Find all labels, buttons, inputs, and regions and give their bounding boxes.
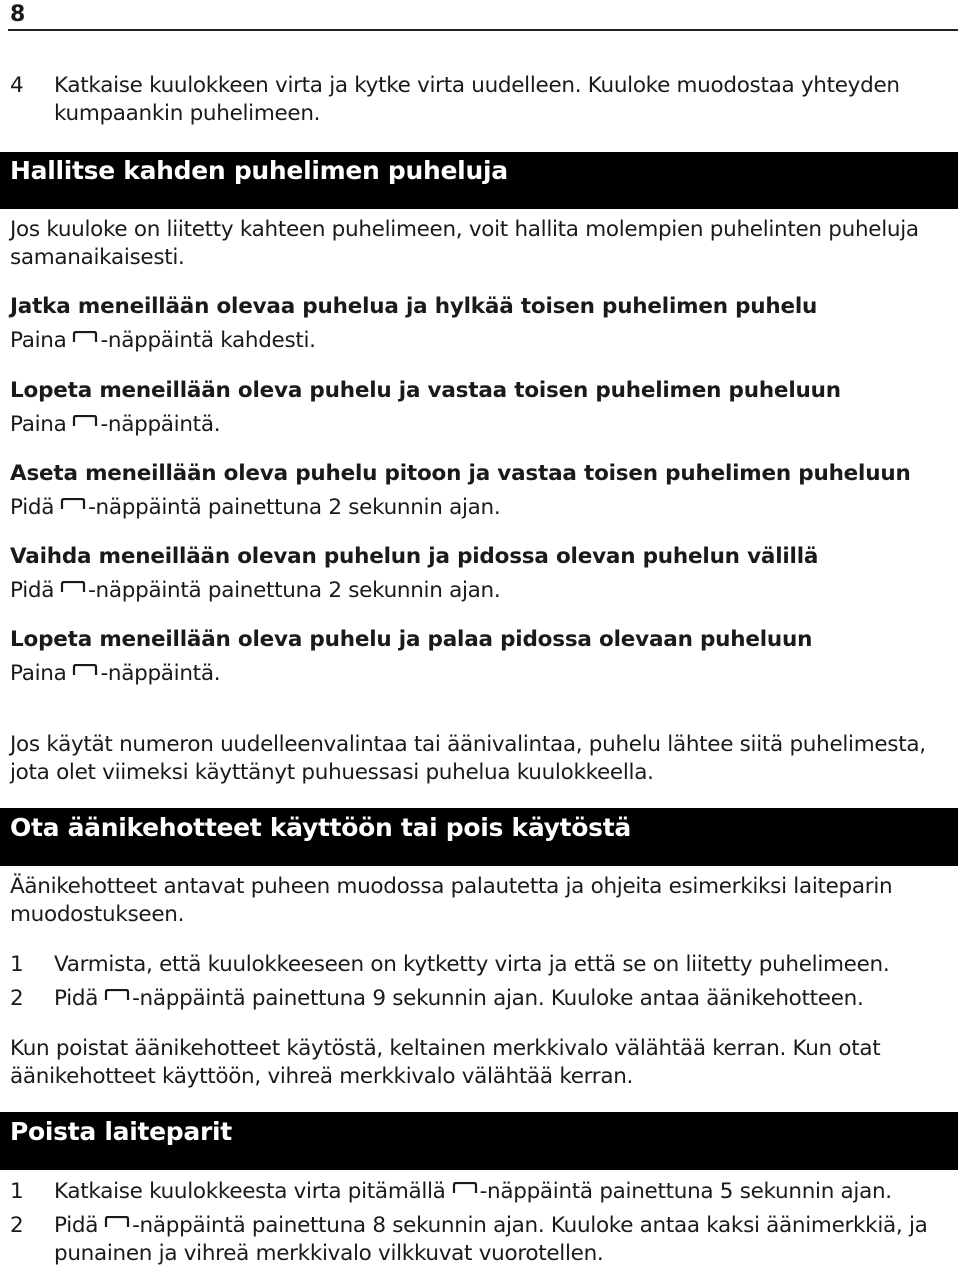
section-title-text: Ota äänikehotteet käyttöön tai pois käytöstä: [10, 813, 631, 842]
instruction-prefix: Paina: [10, 328, 67, 353]
step-text: [54, 1212, 950, 1268]
step-suffix: -näppäintä painettuna 5 sekunnin ajan.: [479, 1179, 892, 1204]
step-prefix: Pidä: [54, 1213, 99, 1238]
step-text: [54, 1178, 950, 1206]
delete-step-2: [10, 1212, 950, 1268]
instruction-prefix: Paina: [10, 661, 67, 686]
instruction-1: [10, 327, 950, 355]
subheading-5: Lopeta meneillään oleva puhelu ja palaa pidossa olevaan puheluun: [10, 627, 813, 652]
instruction-prefix: Pidä: [10, 495, 55, 520]
call-key-icon: [60, 581, 86, 593]
instruction-prefix: Pidä: [10, 578, 55, 603]
instruction-suffix: -näppäintä kahdesti.: [100, 328, 316, 353]
step-text: Katkaise kuulokkeen virta ja kytke virta uudelleen. Kuuloke muodostaa yhteyden kumpaankin puhelimeen.: [54, 73, 900, 126]
call-key-icon: [72, 415, 98, 427]
section2-intro: Äänikehotteet antavat puheen muodossa palautetta ja ohjeita esimerkiksi laiteparin muodostukseen.: [10, 874, 893, 927]
step-2: [10, 985, 950, 1013]
step-suffix: -näppäintä painettuna 9 sekunnin ajan. Kuuloke antaa äänikehotteen.: [132, 986, 864, 1011]
step-prefix: Katkaise kuulokkeesta virta pitämällä: [54, 1179, 446, 1204]
subheading-4: Vaihda meneillään olevan puhelun ja pidossa olevan puhelun välillä: [10, 544, 819, 569]
section2-note: Kun poistat äänikehotteet käytöstä, keltainen merkkivalo välähtää kerran. Kun otat äänikehotteet käyttöön, vihreä merkkivalo välähtää kerran.: [10, 1036, 881, 1089]
instruction-suffix: -näppäintä painettuna 2 sekunnin ajan.: [88, 495, 501, 520]
subheading-3: Aseta meneillään oleva puhelu pitoon ja vastaa toisen puhelimen puheluun: [10, 461, 911, 486]
delete-step-1: [10, 1178, 950, 1206]
header-rule: [8, 29, 958, 31]
instruction-suffix: -näppäintä.: [100, 412, 221, 437]
intro-step-4: [10, 72, 950, 128]
section1-note: Jos käytät numeron uudelleenvalintaa tai äänivalintaa, puhelu lähtee siitä puhelimesta, jota olet viimeksi käyttänyt puhuessasi puhelua kuulokkeella.: [10, 732, 926, 785]
instruction-2: [10, 411, 950, 439]
call-key-icon: [104, 989, 130, 1001]
step-number: 1: [10, 952, 24, 977]
section-title-aanikehotteet: [0, 808, 958, 866]
call-key-icon: [72, 664, 98, 676]
call-key-icon: [72, 331, 98, 343]
step-number: 2: [10, 1213, 24, 1238]
subheading-2: Lopeta meneillään oleva puhelu ja vastaa toisen puhelimen puheluun: [10, 378, 841, 403]
step-number: 4: [10, 73, 24, 98]
instruction-suffix: -näppäintä.: [100, 661, 221, 686]
step-suffix: -näppäintä painettuna 8 sekunnin ajan. Kuuloke antaa kaksi äänimerkkiä, ja punainen ja vihreä merkkivalo vilkkuvat vuorotellen.: [54, 1213, 928, 1266]
step-text: [54, 985, 950, 1013]
section-title-hallitse: [0, 152, 958, 209]
section-title-poista: [0, 1112, 958, 1170]
step-prefix: Pidä: [54, 986, 99, 1011]
step-number: 2: [10, 986, 24, 1011]
instruction-3: [10, 494, 950, 522]
subheading-1: Jatka meneillään olevaa puhelua ja hylkää toisen puhelimen puhelu: [10, 294, 818, 319]
call-key-icon: [60, 498, 86, 510]
page-number: 8: [10, 2, 26, 27]
step-text: Varmista, että kuulokkeeseen on kytketty virta ja että se on liitetty puhelimeen.: [54, 952, 890, 977]
step-number: 1: [10, 1179, 24, 1204]
instruction-5: [10, 660, 950, 688]
section-title-text: Hallitse kahden puhelimen puheluja: [10, 156, 508, 185]
section1-intro: Jos kuuloke on liitetty kahteen puhelimeen, voit hallita molempien puhelinten puheluja samanaikaisesti.: [10, 217, 919, 270]
instruction-4: [10, 577, 950, 605]
call-key-icon: [452, 1182, 478, 1194]
instruction-suffix: -näppäintä painettuna 2 sekunnin ajan.: [88, 578, 501, 603]
instruction-prefix: Paina: [10, 412, 67, 437]
section-title-text: Poista laiteparit: [10, 1117, 232, 1146]
step-1: [10, 951, 950, 979]
call-key-icon: [104, 1216, 130, 1228]
